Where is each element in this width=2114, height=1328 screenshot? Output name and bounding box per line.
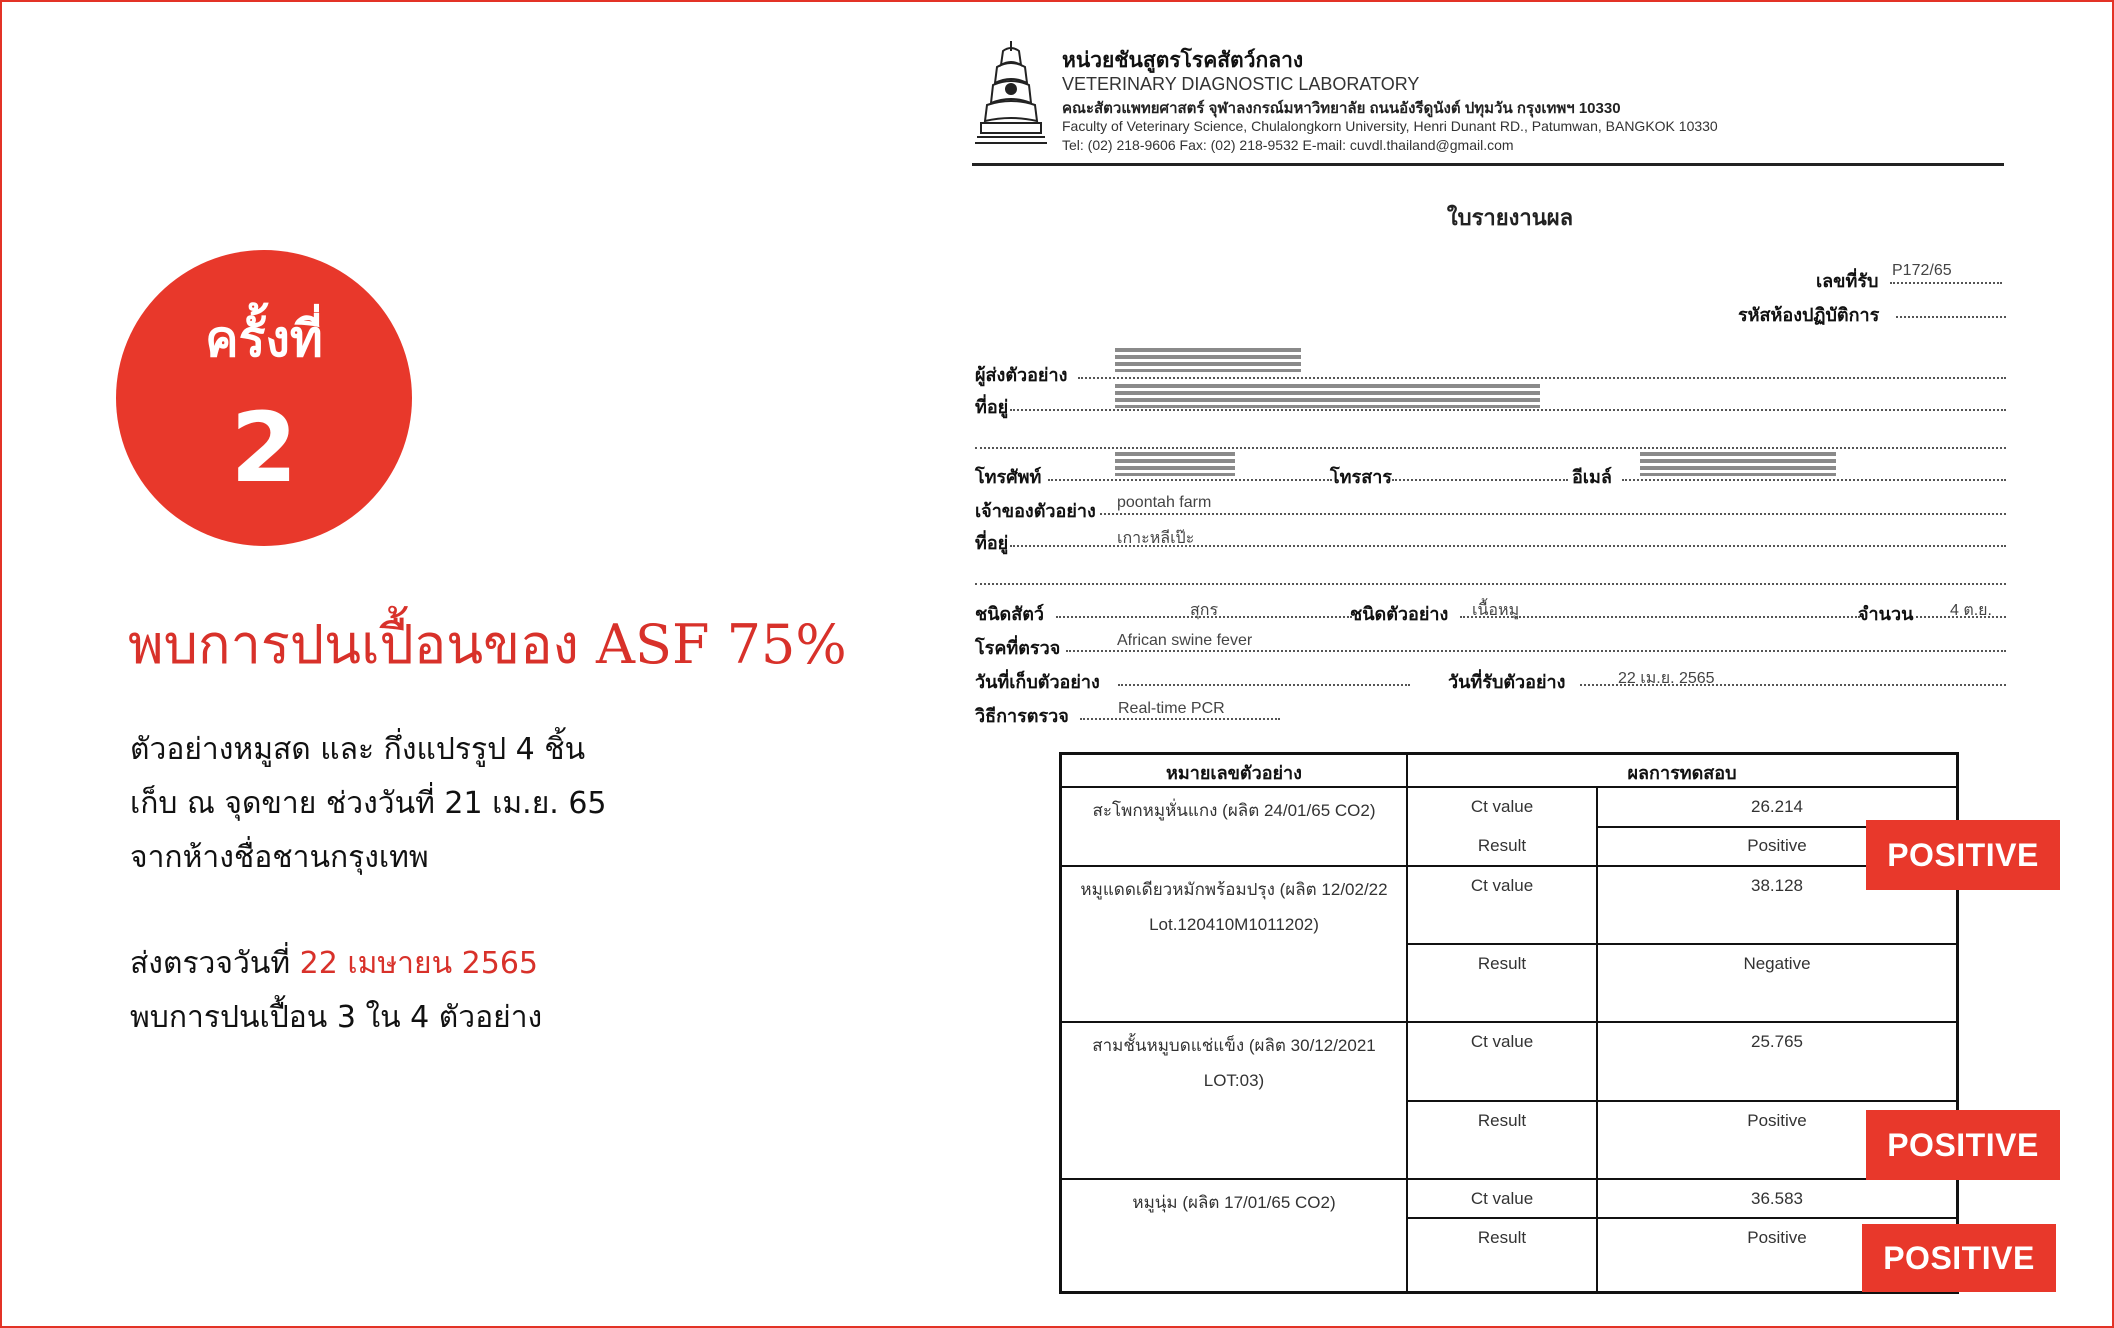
disease-dots: [1066, 650, 2006, 652]
sample-1-name: สะโพกหมูหั่นแกง (ผลิต 24/01/65 CO2): [1092, 801, 1376, 820]
email-label: อีเมล์: [1572, 467, 1612, 487]
method-dots: [1080, 718, 1280, 720]
email-redaction: [1640, 452, 1836, 476]
address-dots: [1010, 409, 2006, 411]
positive-tag-1: POSITIVE: [1866, 820, 2060, 890]
lab-code-label: รหัสห้องปฏิบัติการ: [1738, 305, 1880, 325]
sample-3-ct-value: 25.765: [1751, 1032, 1803, 1051]
method-label: วิธีการตรวจ: [975, 706, 1069, 726]
sample-4-result-value: Positive: [1747, 1228, 1807, 1247]
owner-value: poontah farm: [1117, 494, 1212, 511]
phone-label: โทรศัพท์: [975, 467, 1042, 487]
university-seal-icon: [975, 37, 1047, 145]
sample-3-name-lot: LOT:03): [1203, 1071, 1265, 1090]
sample-4-name: หมูนุ่ม (ผลิต 17/01/65 CO2): [1132, 1193, 1336, 1212]
sender-redaction: [1115, 348, 1301, 372]
method-value: Real-time PCR: [1118, 700, 1225, 717]
email-dots: [1622, 479, 2006, 481]
sample-1-ct-label: Ct value: [1470, 797, 1534, 816]
sample-2-result-value: Negative: [1743, 954, 1811, 973]
sample-1-result-value: Positive: [1747, 836, 1807, 855]
header-result: ผลการทดสอบ: [1627, 763, 1737, 783]
round-badge: [116, 250, 412, 546]
address-label: ที่อยู่: [975, 397, 1009, 417]
sample-type-dots: [1460, 616, 1860, 618]
sample-3-name: สามชั้นหมูบดแช่แข็ง (ผลิต 30/12/2021: [1092, 1036, 1376, 1055]
desc-line-3: จากห้างชื่อชานกรุงเทพ: [130, 840, 429, 875]
sample-2-name-lot: Lot.120410M1011202): [1149, 915, 1319, 934]
sample-1-result-label: Result: [1477, 836, 1527, 855]
sample-type-value: เนื้อหมู: [1472, 602, 1520, 619]
header-rule: [972, 163, 2004, 166]
positive-tag-3: POSITIVE: [1862, 1224, 2056, 1292]
sender-dots: [1078, 377, 2006, 379]
sample-3-result-value: Positive: [1747, 1111, 1807, 1130]
sample-2-ct-value: 38.128: [1751, 876, 1803, 895]
sent-date-line: [130, 946, 538, 982]
collect-date-label: วันที่เก็บตัวอย่าง: [975, 672, 1100, 692]
sample-2-result-label: Result: [1477, 954, 1527, 973]
desc-line-2: เก็บ ณ จุดขาย ช่วงวันที่ 21 เม.ย. 65: [130, 786, 607, 821]
sample-3-ct-label: Ct value: [1470, 1032, 1534, 1051]
owner-address-value: เกาะหลีเป๊ะ: [1117, 530, 1195, 547]
lab-name-thai: หน่วยชันสูตรโรคสัตว์กลาง: [1062, 49, 1304, 72]
phone-redaction: [1115, 452, 1235, 476]
header-sample: หมายเลขตัวอย่าง: [1166, 763, 1302, 783]
found-line: พบการปนเปื้อน 3 ใน 4 ตัวอย่าง: [130, 1000, 543, 1035]
row2-sub-divider: [1406, 943, 1956, 945]
positive-tag-2: POSITIVE: [1866, 1110, 2060, 1180]
fax-dots: [1392, 479, 1568, 481]
address-dots-2: [975, 447, 2006, 449]
sent-prefix: ส่งตรวจวันที่: [130, 946, 300, 981]
faculty-english: Faculty of Veterinary Science, Chulalongkorn University, Henri Dunant RD., Patumwan, BANGKOK 10330: [1062, 118, 1718, 134]
animal-label: ชนิดสัตว์: [975, 604, 1044, 624]
sample-type-label: ชนิดตัวอย่าง: [1350, 604, 1449, 624]
quantity-label: จำนวน: [1858, 604, 1914, 624]
desc-line-1: ตัวอย่างหมูสด และ กึ่งแปรรูป 4 ชิ้น: [130, 732, 586, 767]
row3-divider: [1062, 1178, 1956, 1180]
sample-3-result-label: Result: [1477, 1111, 1527, 1130]
owner-address-dots-2: [975, 583, 2006, 585]
row4-sub-divider: [1406, 1217, 1956, 1219]
receipt-label: เลขที่รับ: [1816, 271, 1879, 291]
sample-1-ct-value: 26.214: [1751, 797, 1803, 816]
sender-label: ผู้ส่งตัวอย่าง: [975, 365, 1068, 385]
receipt-dots: [1890, 282, 2002, 284]
badge-label: ครั้งที่: [205, 310, 323, 368]
phone-dots: [1048, 479, 1332, 481]
row3-sub-divider: [1406, 1100, 1956, 1102]
sample-4-result-label: Result: [1477, 1228, 1527, 1247]
address-redaction: [1115, 384, 1540, 408]
sample-2-name: หมูแดดเดียวหมักพร้อมปรุง (ผลิต 12/02/22: [1080, 880, 1388, 899]
faculty-thai: คณะสัตวแพทยศาสตร์ จุฬาลงกรณ์มหาวิทยาลัย ถนนอังรีดูนังต์ ปทุมวัน กรุงเทพฯ 10330: [1062, 100, 1621, 117]
receive-date-label: วันที่รับตัวอย่าง: [1448, 672, 1566, 692]
receive-date-value: 22 เม.ย. 2565: [1618, 670, 1715, 687]
owner-label: เจ้าของตัวอย่าง: [975, 501, 1096, 521]
fax-label: โทรสาร: [1330, 467, 1392, 487]
sample-2-ct-label: Ct value: [1470, 876, 1534, 895]
headline: พบการปนเปื้อนของ ASF 75%: [128, 613, 847, 676]
report-title: ใบรายงานผล: [1446, 205, 1574, 230]
disease-value: African swine fever: [1117, 632, 1253, 649]
row1-divider: [1062, 865, 1956, 867]
disease-label: โรคที่ตรวจ: [975, 638, 1061, 658]
owner-dots: [1100, 513, 2006, 515]
lab-contact: Tel: (02) 218-9606 Fax: (02) 218-9532 E-mail: cuvdl.thailand@gmail.com: [1062, 137, 1514, 153]
collect-date-dots: [1118, 684, 1410, 686]
results-table: [1059, 752, 1959, 1294]
row2-divider: [1062, 1021, 1956, 1023]
quantity-value: 4 ต.ย.: [1950, 602, 1992, 619]
animal-value: สุกร: [1190, 602, 1219, 619]
sent-date: 22 เมษายน 2565: [299, 946, 538, 981]
sample-4-ct-value: 36.583: [1751, 1189, 1803, 1208]
badge-number: 2: [230, 392, 298, 504]
lab-code-dots: [1896, 316, 2006, 318]
owner-address-label: ที่อยู่: [975, 533, 1009, 553]
lab-name-english: VETERINARY DIAGNOSTIC LABORATORY: [1062, 74, 1420, 94]
receipt-number: P172/65: [1892, 262, 1952, 279]
sample-4-ct-label: Ct value: [1470, 1189, 1534, 1208]
